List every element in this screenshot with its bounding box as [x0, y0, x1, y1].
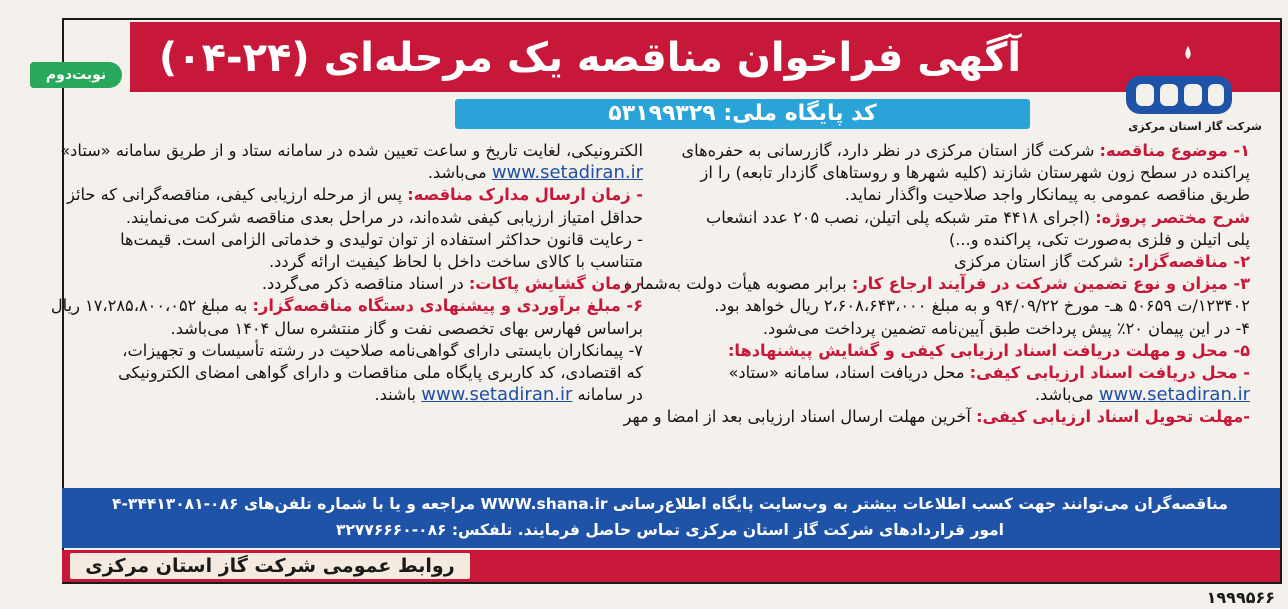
text-line — [55, 162, 643, 184]
body-text: ۷- پیمانکاران بایستی دارای گواهی‌نامه صلاحیت در رشته تأسیسات و تجهیزات، — [122, 340, 643, 360]
body-text: ۴- در این پیمان ۲۰٪ پیش پرداخت طبق آیین‌نامه تضمین پرداخت می‌شود. — [762, 318, 1250, 338]
text-line — [55, 229, 643, 251]
text-line — [55, 340, 643, 362]
section-heading: ۶- مبلغ برآوردی و پیشنهادی دستگاه مناقصه‌گزار: — [252, 296, 643, 316]
text-line — [650, 184, 1250, 206]
text-line — [55, 318, 643, 340]
body-text: پلی اتیلن و فلزی به‌صورت تکی، پراکنده و...) — [948, 229, 1250, 249]
section-heading: - زمان گشایش پاکات: — [468, 274, 643, 294]
text-line — [55, 184, 643, 206]
section-heading: - محل دریافت اسناد ارزیابی کیفی: — [969, 362, 1250, 382]
section-heading: - زمان ارسال مدارک مناقصه: — [407, 185, 643, 205]
body-text: که اقتصادی، کد کاربری پایگاه ملی مناقصات و دارای گواهی امضای الکترونیکی — [118, 362, 643, 382]
text-line — [623, 406, 1250, 428]
text-line — [650, 251, 1250, 273]
setadiran-link[interactable]: www.setadiran.ir — [1098, 384, 1250, 406]
setadiran-link[interactable]: www.setadiran.ir — [491, 162, 643, 184]
gas-company-emblem-icon — [1124, 70, 1234, 118]
body-text: به مبلغ ۱۷،۲۸۵،۸۰۰،۰۵۲ ریال — [50, 296, 253, 316]
text-line — [55, 273, 643, 295]
text-line — [650, 318, 1250, 340]
text-line — [623, 273, 1250, 295]
body-text: در سامانه — [572, 385, 643, 405]
section-heading: -مهلت تحویل اسناد ارزیابی کیفی: — [976, 407, 1250, 427]
body-text: حداقل امتیاز ارزیابی کیفی شده‌اند، در مراحل بعدی مناقصه شرکت می‌نمایند. — [125, 207, 643, 227]
body-text: در اسناد مناقصه ذکر می‌گردد. — [261, 274, 469, 294]
contact-line: امور قراردادهای شرکت گاز استان مرکزی تماس حاصل فرمایند. تلفکس: ۰۸۶-۳۲۷۷۶۶۶۰ — [336, 521, 1004, 539]
text-line — [650, 362, 1250, 384]
reference-number: ۱۹۹۹۵۶۶ — [1206, 588, 1275, 607]
left-text-column — [50, 140, 643, 406]
text-line — [650, 162, 1250, 184]
body-text: پراکنده در سطح زون شهرستان شازند (کلیه شهرها و روستاهای گازدار تابعه) را از — [700, 163, 1250, 183]
body-text: - رعایت قانون حداکثر استفاده از توان تولیدی و خدماتی الزامی است. قیمت‌ها — [120, 229, 643, 249]
signature: روابط عمومی شرکت گاز استان مرکزی — [85, 555, 455, 577]
body-text: برابر مصوبه هیأت دولت به‌شماره — [623, 274, 852, 294]
body-text: محل دریافت اسناد، سامانه «ستاد» — [728, 362, 970, 382]
body-text: ۱۲۳۴۰۲/ت ۵۰۶۵۹ هـ- مورخ ۹۴/۰۹/۲۲ و به مبلغ ۲،۶۰۸،۶۴۳،۰۰۰ ریال خواهد بود. — [714, 296, 1250, 316]
text-line — [55, 362, 643, 384]
section-heading: ۱- موضوع مناقصه: — [1099, 141, 1250, 160]
body-text: براساس فهارس بهای تخصصی نفت و گاز منتشره سال ۱۴۰۴ می‌باشد. — [170, 318, 643, 338]
right-text-column — [623, 140, 1250, 428]
text-line — [55, 384, 643, 406]
text-line — [650, 384, 1250, 406]
body-text: آخرین مهلت ارسال اسناد ارزیابی بعد از امضا و مهر — [623, 407, 977, 427]
body-text: می‌باشد. — [1034, 385, 1099, 405]
section-heading: ۲- مناقصه‌گزار: — [1127, 251, 1250, 271]
body-text: متناسب با کالای ساخت داخل با لحاظ کیفیت ارائه گردد. — [269, 251, 643, 271]
text-line — [55, 207, 643, 229]
text-line — [650, 140, 1250, 162]
body-text: (اجرای ۴۴۱۸ متر شبکه پلی اتیلن، نصب ۲۰۵ عدد انشعاب — [705, 207, 1096, 227]
section-heading: شرح مختصر پروژه: — [1095, 207, 1250, 227]
body-text: باشند. — [374, 385, 422, 405]
text-line — [650, 207, 1250, 229]
notice-round-badge: نوبت‌دوم — [30, 62, 122, 88]
body-text: شرکت گاز استان مرکزی در نظر دارد، گازرسانی به حفره‌های — [681, 141, 1100, 160]
body-text: طریق مناقصه عمومی به پیمانکار واجد صلاحیت واگذار نماید. — [844, 185, 1250, 205]
setadiran-link[interactable]: www.setadiran.ir — [421, 384, 573, 406]
logo-caption: شرکت گاز استان مرکزی — [1128, 120, 1262, 133]
text-line — [650, 340, 1250, 362]
body-text: شرکت گاز استان مرکزی — [954, 251, 1128, 271]
body-text: الکترونیکی، لغایت تاریخ و ساعت تعیین شده در سامانه ستاد و از طریق سامانه «ستاد» — [60, 141, 643, 160]
section-heading: ۵- محل و مهلت دریافت اسناد ارزیابی کیفی و گشایش پیشنهادها: — [727, 340, 1250, 360]
body-text: می‌باشد. — [427, 163, 492, 183]
text-line — [50, 295, 643, 317]
national-code: کد پایگاه ملی: ۵۳۱۹۹۳۲۹ — [608, 101, 877, 126]
body-text: پس از مرحله ارزیابی کیفی، مناقصه‌گرانی که حائز — [67, 185, 408, 205]
text-line — [650, 295, 1250, 317]
flame-icon — [1176, 34, 1200, 74]
text-line — [55, 251, 643, 273]
contact-info — [70, 491, 1270, 543]
section-heading: ۳- میزان و نوع تضمین شرکت در فرآیند ارجاع کار: — [851, 274, 1250, 294]
text-line — [650, 229, 1250, 251]
page-title: آگهی فراخوان مناقصه یک مرحله‌ای (۲۴-۰۴) — [158, 35, 1022, 81]
text-line — [55, 140, 643, 162]
contact-line: مناقصه‌گران می‌توانند جهت کسب اطلاعات بیشتر به وب‌سایت پایگاه اطلاع‌رسانی WWW.shana.ir مراجعه و یا با شماره تلفن‌های ۰۸۶-۳۴۴۱۳۰۸۱-۴ — [112, 495, 1228, 513]
